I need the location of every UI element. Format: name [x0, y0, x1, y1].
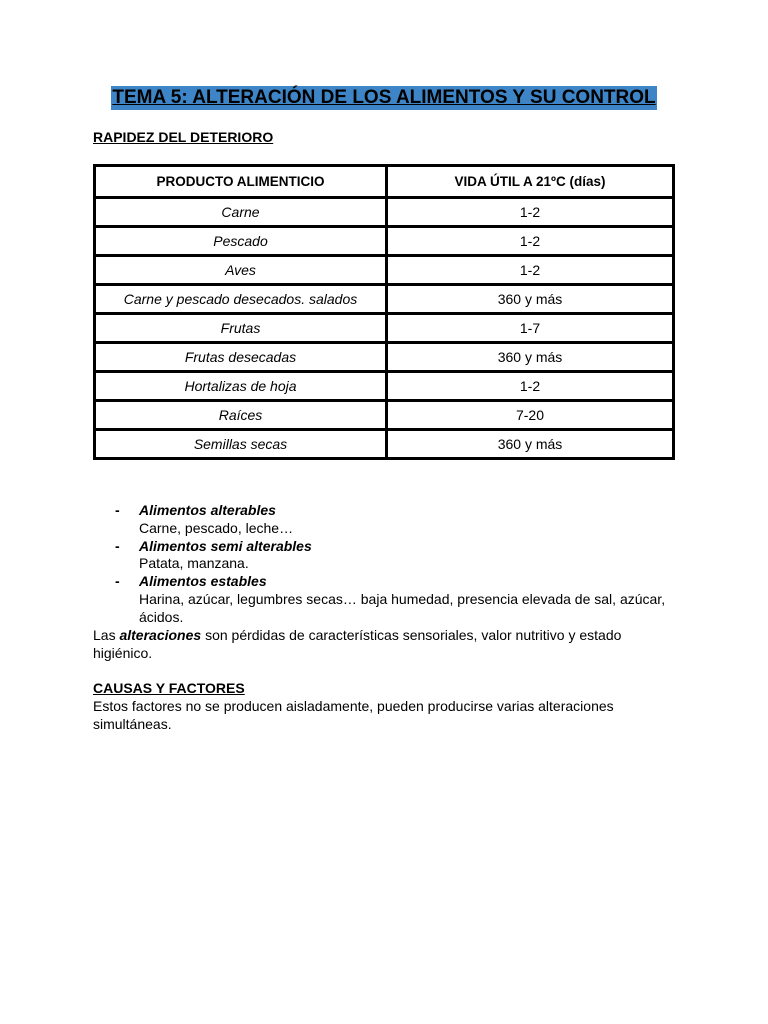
- cell-shelf-life: 1-2: [387, 256, 674, 285]
- header-shelf-life: VIDA ÚTIL A 21ºC (días): [387, 166, 674, 198]
- cell-shelf-life: 360 y más: [387, 430, 674, 459]
- alteraciones-paragraph: [93, 626, 683, 662]
- header-product: PRODUCTO ALIMENTICIO: [95, 166, 387, 198]
- alteraciones-text-before: Las: [93, 627, 120, 643]
- cell-shelf-life: 1-2: [387, 372, 674, 401]
- table-row: [95, 256, 674, 285]
- category-name: Alimentos estables: [139, 573, 267, 590]
- table-header-row: [95, 166, 674, 198]
- section-heading-deterioro: RAPIDEZ DEL DETERIORO: [93, 129, 274, 145]
- food-categories-list: [93, 502, 683, 627]
- category-name: Alimentos semi alterables: [139, 537, 312, 554]
- bullet-dash: -: [115, 573, 120, 590]
- cell-shelf-life: 1-7: [387, 314, 674, 343]
- cell-product: Frutas desecadas: [95, 343, 387, 372]
- list-item: [93, 573, 683, 626]
- cell-product: Pescado: [95, 227, 387, 256]
- cell-shelf-life: 7-20: [387, 401, 674, 430]
- list-item: [93, 502, 683, 538]
- cell-product: Carne y pescado desecados. salados: [95, 285, 387, 314]
- category-examples: Harina, azúcar, legumbres secas… baja humedad, presencia elevada de sal, azúcar, ácidos.: [139, 590, 666, 625]
- list-item: [93, 538, 683, 574]
- alteraciones-emphasis: alteraciones: [119, 627, 202, 643]
- table-row: [95, 227, 674, 256]
- cell-product: Semillas secas: [95, 430, 387, 459]
- cell-product: Frutas: [95, 314, 387, 343]
- table-row: [95, 285, 674, 314]
- bullet-dash: -: [115, 537, 120, 554]
- cell-shelf-life: 1-2: [387, 198, 674, 227]
- alteraciones-text-after: son pérdidas de características sensoriales, valor nutritivo y estado higiénico.: [93, 627, 622, 661]
- causas-paragraph: Estos factores no se producen aisladamente, pueden producirse varias alteraciones simultáneas.: [93, 698, 614, 732]
- section-heading-causas: CAUSAS Y FACTORES: [93, 680, 245, 696]
- category-examples: Carne, pescado, leche…: [139, 519, 294, 536]
- table-row: [95, 430, 674, 459]
- bullet-dash: -: [115, 502, 120, 518]
- table-row: [95, 314, 674, 343]
- shelf-life-table: [93, 164, 675, 460]
- cell-product: Raíces: [95, 401, 387, 430]
- page-title: TEMA 5: ALTERACIÓN DE LOS ALIMENTOS Y SU CONTROL: [112, 87, 656, 108]
- cell-shelf-life: 1-2: [387, 227, 674, 256]
- cell-product: Aves: [95, 256, 387, 285]
- table-row: [95, 343, 674, 372]
- table-body: [95, 198, 674, 459]
- table-row: [95, 372, 674, 401]
- title-container: [0, 86, 768, 110]
- category-examples: Patata, manzana.: [139, 555, 249, 572]
- table-row: [95, 401, 674, 430]
- cell-product: Hortalizas de hoja: [95, 372, 387, 401]
- table-row: [95, 198, 674, 227]
- cell-product: Carne: [95, 198, 387, 227]
- category-name: Alimentos alterables: [139, 502, 276, 518]
- cell-shelf-life: 360 y más: [387, 285, 674, 314]
- cell-shelf-life: 360 y más: [387, 343, 674, 372]
